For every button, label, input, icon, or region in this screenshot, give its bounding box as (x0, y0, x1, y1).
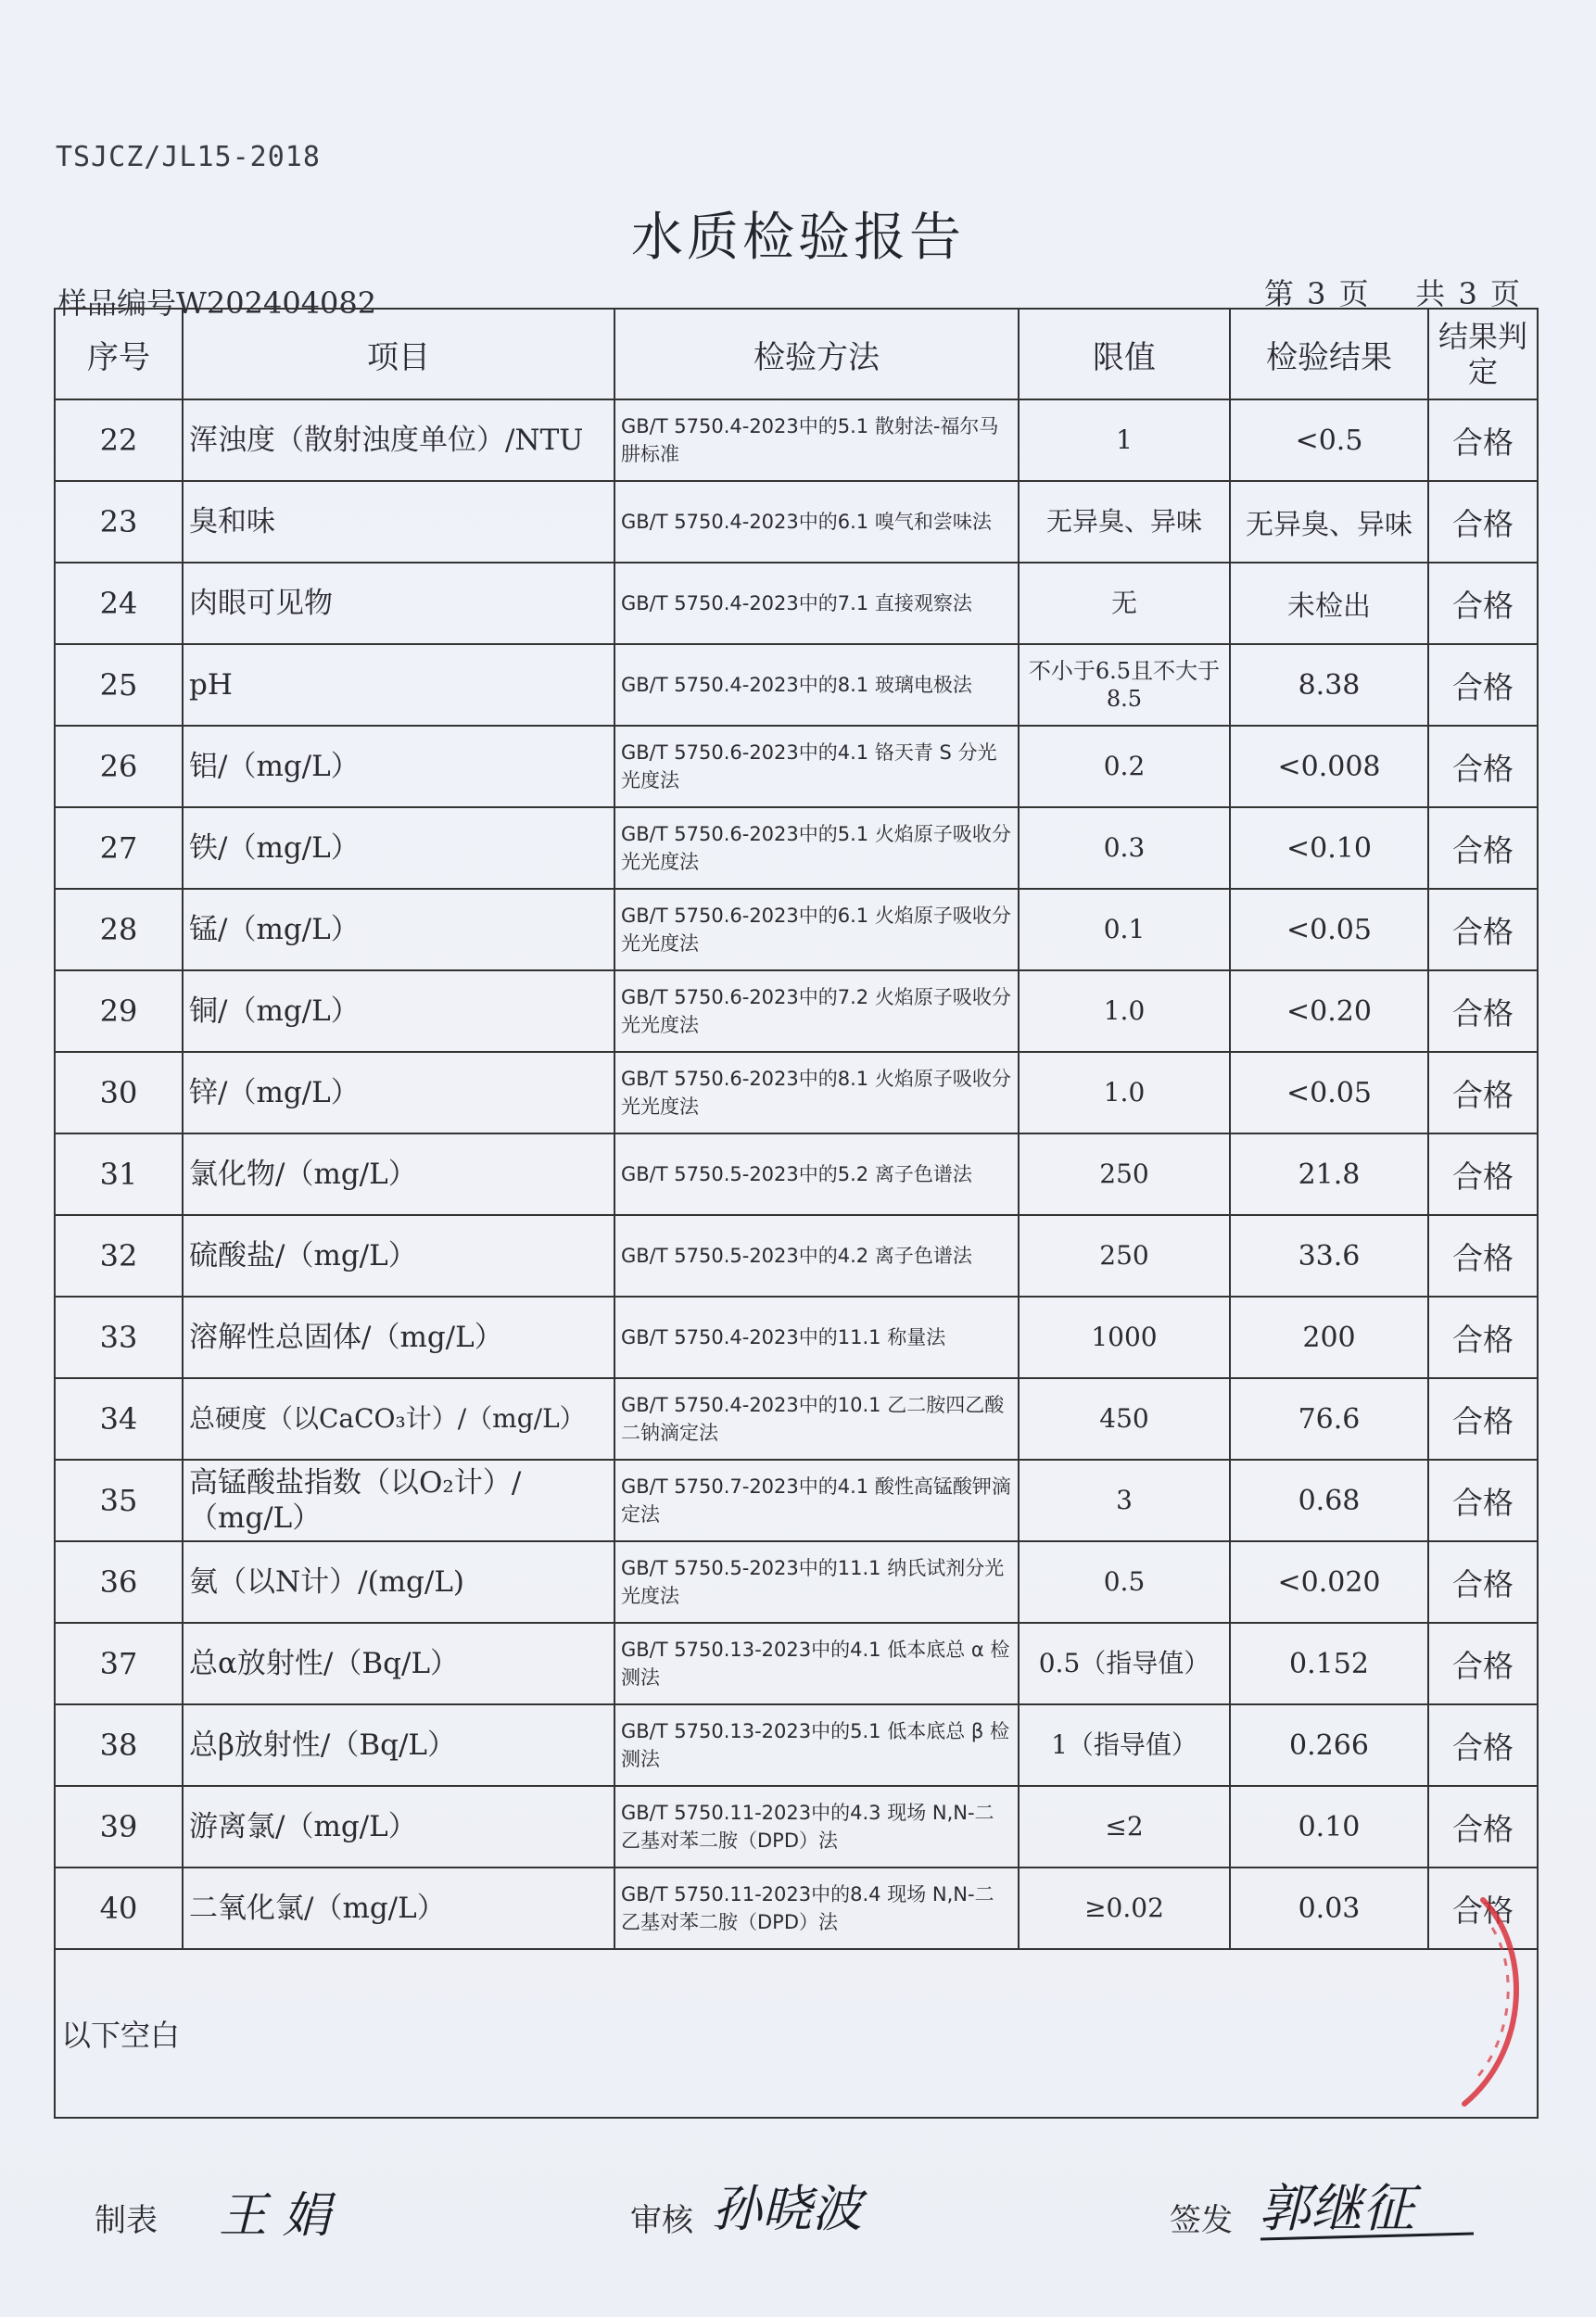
issued-signature (1251, 2169, 1492, 2252)
cell-item: 铜/（mg/L） (183, 970, 614, 1052)
cell-method: GB/T 5750.5-2023中的4.2 离子色谱法 (614, 1215, 1019, 1297)
cell-item: 臭和味 (183, 481, 614, 563)
cell-item: 高锰酸盐指数（以O₂计）/（mg/L） (183, 1460, 614, 1541)
cell-no: 29 (55, 970, 183, 1052)
signature-footer (0, 2169, 1596, 2280)
cell-result: <0.05 (1230, 1052, 1428, 1133)
cell-no: 30 (55, 1052, 183, 1133)
table-row (55, 970, 1538, 1052)
cell-verdict: 合格 (1428, 1541, 1538, 1623)
table-row (55, 1133, 1538, 1215)
header-result: 检验结果 (1230, 309, 1428, 399)
cell-no: 35 (55, 1460, 183, 1541)
cell-limit: 无 (1019, 563, 1230, 644)
cell-item: 硫酸盐/（mg/L） (183, 1215, 614, 1297)
cell-no: 38 (55, 1704, 183, 1786)
table-row (55, 1215, 1538, 1297)
cell-no: 33 (55, 1297, 183, 1378)
cell-no: 28 (55, 889, 183, 970)
cell-item: 溶解性总固体/（mg/L） (183, 1297, 614, 1378)
cell-no: 39 (55, 1786, 183, 1868)
cell-method: GB/T 5750.5-2023中的11.1 纳氏试剂分光光度法 (614, 1541, 1019, 1623)
table-row (55, 807, 1538, 889)
document-code: TSJCZ/JL15-2018 (56, 141, 321, 173)
reviewed-signature (704, 2169, 982, 2252)
header-no: 序号 (55, 309, 183, 399)
cell-no: 36 (55, 1541, 183, 1623)
cell-limit: 不小于6.5且不大于8.5 (1019, 644, 1230, 726)
cell-verdict: 合格 (1428, 807, 1538, 889)
cell-limit: 0.2 (1019, 726, 1230, 807)
cell-item: 总α放射性/（Bq/L） (183, 1623, 614, 1704)
cell-verdict: 合格 (1428, 889, 1538, 970)
cell-result: 200 (1230, 1297, 1428, 1378)
cell-result: 0.152 (1230, 1623, 1428, 1704)
cell-limit: 250 (1019, 1133, 1230, 1215)
cell-result: <0.10 (1230, 807, 1428, 889)
page-info: 第 3 页 共 3 页 (1263, 276, 1522, 311)
cell-result: 76.6 (1230, 1378, 1428, 1460)
cell-verdict: 合格 (1428, 399, 1538, 481)
cell-method: GB/T 5750.13-2023中的4.1 低本底总 α 检测法 (614, 1623, 1019, 1704)
cell-limit: 1.0 (1019, 1052, 1230, 1133)
cell-item: 氨（以N计）/(mg/L) (183, 1541, 614, 1623)
cell-item: 二氧化氯/（mg/L） (183, 1868, 614, 1949)
prepared-signature (211, 2176, 360, 2250)
cell-item: 总β放射性/（Bq/L） (183, 1704, 614, 1786)
cell-item: 铝/（mg/L） (183, 726, 614, 807)
table-row (55, 1378, 1538, 1460)
page-title: 水质检验报告 (631, 208, 965, 268)
table-row (55, 1297, 1538, 1378)
official-stamp-icon (1427, 1891, 1539, 2113)
table-row (55, 644, 1538, 726)
cell-no: 26 (55, 726, 183, 807)
cell-limit: 450 (1019, 1378, 1230, 1460)
cell-method: GB/T 5750.7-2023中的4.1 酸性高锰酸钾滴定法 (614, 1460, 1019, 1541)
table-row (55, 1052, 1538, 1133)
cell-limit: ≥0.02 (1019, 1868, 1230, 1949)
cell-no: 37 (55, 1623, 183, 1704)
cell-result: 21.8 (1230, 1133, 1428, 1215)
header-limit: 限值 (1019, 309, 1230, 399)
cell-item: 铁/（mg/L） (183, 807, 614, 889)
cell-method: GB/T 5750.4-2023中的5.1 散射法-福尔马肼标准 (614, 399, 1019, 481)
cell-no: 27 (55, 807, 183, 889)
reviewed-signature-text: 孙晓波 (712, 2180, 862, 2238)
blank-note: 以下空白 (55, 1949, 1538, 2118)
cell-verdict: 合格 (1428, 1052, 1538, 1133)
cell-verdict: 合格 (1428, 1133, 1538, 1215)
prepared-label: 制表 (95, 2202, 158, 2239)
cell-verdict: 合格 (1428, 1297, 1538, 1378)
cell-result: 0.10 (1230, 1786, 1428, 1868)
cell-no: 24 (55, 563, 183, 644)
cell-verdict: 合格 (1428, 1378, 1538, 1460)
cell-item: 锌/（mg/L） (183, 1052, 614, 1133)
header-item: 项目 (183, 309, 614, 399)
cell-method: GB/T 5750.6-2023中的5.1 火焰原子吸收分光光度法 (614, 807, 1019, 889)
cell-result: <0.05 (1230, 889, 1428, 970)
issued-signature-text: 郭继征 (1259, 2179, 1414, 2239)
blank-row (55, 1949, 1538, 2118)
cell-no: 40 (55, 1868, 183, 1949)
cell-verdict: 合格 (1428, 1215, 1538, 1297)
cell-no: 31 (55, 1133, 183, 1215)
cell-item: 锰/（mg/L） (183, 889, 614, 970)
cell-limit: 0.5（指导值） (1019, 1623, 1230, 1704)
cell-verdict: 合格 (1428, 726, 1538, 807)
cell-verdict: 合格 (1428, 970, 1538, 1052)
table-row (55, 1460, 1538, 1541)
cell-limit: 1000 (1019, 1297, 1230, 1378)
results-table (54, 308, 1539, 2119)
cell-method: GB/T 5750.6-2023中的6.1 火焰原子吸收分光光度法 (614, 889, 1019, 970)
cell-verdict: 合格 (1428, 644, 1538, 726)
cell-method: GB/T 5750.4-2023中的6.1 嗅气和尝味法 (614, 481, 1019, 563)
cell-item: pH (183, 644, 614, 726)
cell-result: 无异臭、异味 (1230, 481, 1428, 563)
table-row (55, 399, 1538, 481)
cell-limit: 无异臭、异味 (1019, 481, 1230, 563)
table-row (55, 481, 1538, 563)
cell-result: 未检出 (1230, 563, 1428, 644)
table-row (55, 1786, 1538, 1868)
cell-verdict: 合格 (1428, 481, 1538, 563)
header-method: 检验方法 (614, 309, 1019, 399)
cell-verdict: 合格 (1428, 1623, 1538, 1704)
cell-item: 游离氯/（mg/L） (183, 1786, 614, 1868)
cell-method: GB/T 5750.4-2023中的11.1 称量法 (614, 1297, 1019, 1378)
cell-verdict: 合格 (1428, 1460, 1538, 1541)
cell-item: 氯化物/（mg/L） (183, 1133, 614, 1215)
cell-limit: 1 (1019, 399, 1230, 481)
cell-item: 浑浊度（散射浊度单位）/NTU (183, 399, 614, 481)
table-row (55, 1704, 1538, 1786)
cell-method: GB/T 5750.4-2023中的8.1 玻璃电极法 (614, 644, 1019, 726)
cell-limit: 0.1 (1019, 889, 1230, 970)
table-header-row (55, 309, 1538, 399)
cell-limit: 0.3 (1019, 807, 1230, 889)
cell-result: 0.03 (1230, 1868, 1428, 1949)
cell-verdict: 合格 (1428, 1704, 1538, 1786)
cell-no: 22 (55, 399, 183, 481)
cell-result: <0.020 (1230, 1541, 1428, 1623)
prepared-signature-text: 王 娟 (219, 2188, 331, 2244)
cell-limit: 1.0 (1019, 970, 1230, 1052)
reviewed-label: 审核 (630, 2202, 693, 2239)
cell-result: 0.266 (1230, 1704, 1428, 1786)
cell-limit: 1（指导值） (1019, 1704, 1230, 1786)
cell-method: GB/T 5750.13-2023中的5.1 低本底总 β 检测法 (614, 1704, 1019, 1786)
cell-method: GB/T 5750.6-2023中的4.1 铬天青 S 分光光度法 (614, 726, 1019, 807)
cell-no: 25 (55, 644, 183, 726)
cell-method: GB/T 5750.6-2023中的7.2 火焰原子吸收分光光度法 (614, 970, 1019, 1052)
cell-no: 34 (55, 1378, 183, 1460)
cell-method: GB/T 5750.11-2023中的8.4 现场 N,N-二乙基对苯二胺（DPD）法 (614, 1868, 1019, 1949)
cell-limit: 250 (1019, 1215, 1230, 1297)
cell-verdict: 合格 (1428, 1786, 1538, 1868)
cell-verdict: 合格 (1428, 1868, 1538, 1949)
table-row (55, 563, 1538, 644)
cell-limit: ≤2 (1019, 1786, 1230, 1868)
cell-item: 肉眼可见物 (183, 563, 614, 644)
cell-item: 总硬度（以CaCO₃计）/（mg/L） (183, 1378, 614, 1460)
cell-limit: 3 (1019, 1460, 1230, 1541)
table-row (55, 889, 1538, 970)
cell-limit: 0.5 (1019, 1541, 1230, 1623)
cell-no: 23 (55, 481, 183, 563)
cell-result: <0.20 (1230, 970, 1428, 1052)
cell-method: GB/T 5750.4-2023中的10.1 乙二胺四乙酸二钠滴定法 (614, 1378, 1019, 1460)
issued-label: 签发 (1170, 2202, 1233, 2239)
cell-method: GB/T 5750.4-2023中的7.1 直接观察法 (614, 563, 1019, 644)
cell-method: GB/T 5750.11-2023中的4.3 现场 N,N-二乙基对苯二胺（DPD）法 (614, 1786, 1019, 1868)
sample-number: 样品编号W202404082 (57, 285, 377, 321)
cell-method: GB/T 5750.6-2023中的8.1 火焰原子吸收分光光度法 (614, 1052, 1019, 1133)
table-row (55, 1868, 1538, 1949)
cell-result: <0.008 (1230, 726, 1428, 807)
cell-result: 33.6 (1230, 1215, 1428, 1297)
cell-method: GB/T 5750.5-2023中的5.2 离子色谱法 (614, 1133, 1019, 1215)
cell-result: 8.38 (1230, 644, 1428, 726)
table-row (55, 726, 1538, 807)
cell-verdict: 合格 (1428, 563, 1538, 644)
table-row (55, 1623, 1538, 1704)
cell-result: 0.68 (1230, 1460, 1428, 1541)
header-verdict: 结果判定 (1428, 309, 1538, 399)
table-body (55, 399, 1538, 2118)
table-row (55, 1541, 1538, 1623)
cell-no: 32 (55, 1215, 183, 1297)
cell-result: <0.5 (1230, 399, 1428, 481)
